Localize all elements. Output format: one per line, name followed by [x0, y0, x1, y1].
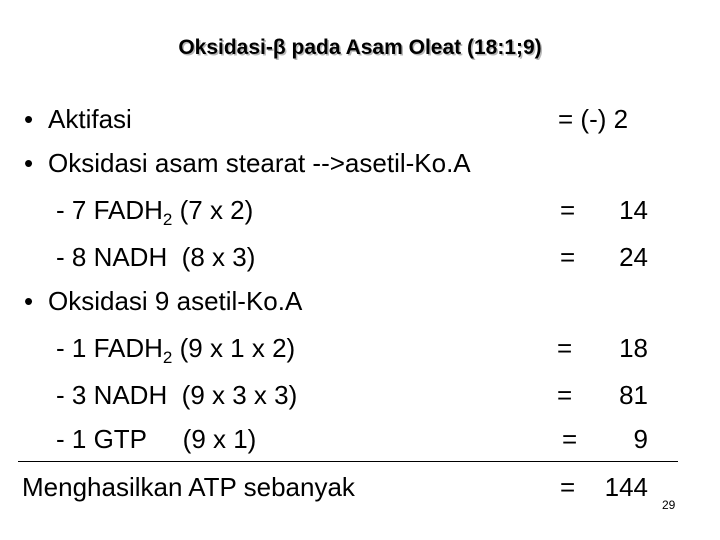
bullet: • [24, 148, 34, 178]
item-label [56, 331, 296, 368]
list-item-3-nadh [0, 378, 720, 412]
item-value: 9 [633, 424, 648, 454]
equals-sign: = [562, 424, 578, 454]
total-divider [18, 461, 678, 462]
item-label: - 3 NADH (9 x 3 x 3) [56, 380, 298, 410]
label-subscript: 2 [162, 210, 173, 230]
label-subscript: 2 [162, 348, 173, 368]
item-label: Aktifasi [48, 104, 132, 134]
item-value: 14 [619, 195, 648, 225]
item-label: - 1 GTP (9 x 1) [56, 424, 257, 454]
list-item-oksidasi-9-asetil [0, 284, 720, 318]
page-number: 29 [662, 498, 676, 512]
list-item-1-fadh2 [0, 331, 720, 368]
equals-sign: = [557, 380, 573, 410]
list-item-7-fadh2 [0, 193, 720, 230]
item-label: Oksidasi 9 asetil-Ko.A [48, 286, 303, 316]
item-label [56, 193, 254, 230]
list-item-oksidasi-asam-stearat [0, 146, 720, 180]
list-item-aktifasi [0, 102, 720, 136]
equals-sign: = [560, 472, 576, 502]
bullet: • [24, 286, 34, 316]
equals-sign: = [560, 242, 576, 272]
item-value: 18 [619, 333, 648, 363]
total-label: Menghasilkan ATP sebanyak [22, 472, 355, 502]
label-rest: (7 x 2) [172, 195, 254, 225]
bullet: • [24, 104, 34, 134]
slide-title: Oksidasi-β pada Asam Oleat (18:1;9) [178, 36, 542, 59]
item-label: Oksidasi asam stearat -->asetil-Ko.A [48, 148, 471, 178]
item-value: 81 [619, 380, 648, 410]
equals-sign: = [560, 195, 576, 225]
label-main: - 1 FADH [56, 333, 163, 363]
label-rest: (9 x 1 x 2) [172, 333, 296, 363]
item-equation: = (-) 2 [558, 104, 629, 134]
list-item-8-nadh [0, 240, 720, 274]
item-value: 24 [619, 242, 648, 272]
total-value: 144 [604, 472, 648, 502]
label-main: - 7 FADH [56, 195, 163, 225]
item-label: - 8 NADH (8 x 3) [56, 242, 256, 272]
total-row [0, 470, 720, 504]
equals-sign: = [557, 333, 573, 363]
list-item-1-gtp [0, 422, 720, 456]
